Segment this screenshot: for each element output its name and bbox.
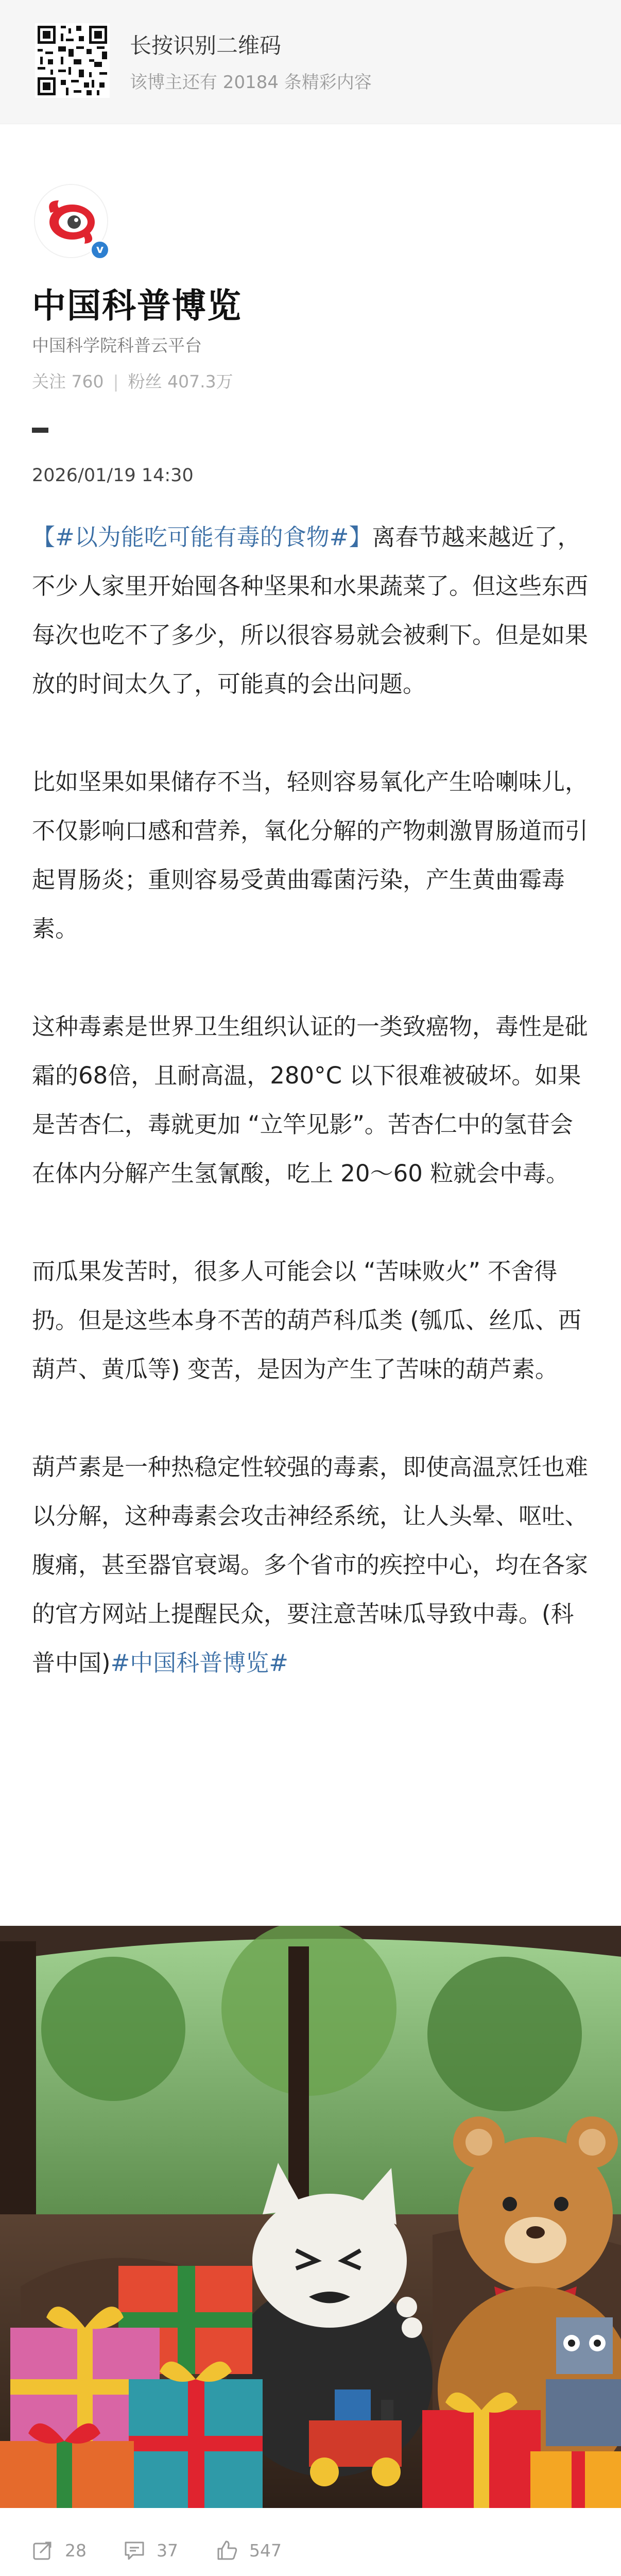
post-image[interactable] bbox=[0, 1926, 621, 2508]
post-text: 葫芦素是一种热稳定性较强的毒素，即使高温烹饪也难以分解，这种毒素会攻击神经系统，让人头晕、呕吐、腹痛，甚至器官衰竭。多个省市的疾控中心，均在各家的官方网站上提醒民众，要注意苦味瓜导致中毒。(科普中国) bbox=[32, 1453, 589, 1676]
avatar[interactable] bbox=[34, 184, 111, 261]
post-paragraph bbox=[32, 1443, 589, 1687]
repost-count: 28 bbox=[65, 2540, 87, 2561]
divider-dash bbox=[32, 428, 48, 433]
post-paragraph: 比如坚果如果储存不当，轻则容易氧化产生哈喇味儿，不仅影响口感和营养，氧化分解的产物刺激胃肠道而引起胃肠炎；重则容易受黄曲霉菌污染，产生黄曲霉毒素。 bbox=[32, 768, 589, 942]
profile-description: 中国科学院科普云平台 bbox=[32, 335, 202, 355]
profile-name[interactable]: 中国科普博览 bbox=[32, 286, 242, 326]
hashtag-text[interactable]: #以为能吃可能有毒的食物# bbox=[55, 523, 349, 551]
like-button[interactable] bbox=[216, 2539, 282, 2562]
like-icon bbox=[216, 2539, 238, 2561]
repost-button[interactable] bbox=[32, 2539, 87, 2562]
comment-button[interactable] bbox=[124, 2539, 178, 2562]
header-title: 长按识别二维码 bbox=[130, 33, 282, 58]
post-text: 离春节越来越近了，不少人家里开始囤各种坚果和水果蔬菜了。但这些东西每次也吃不了多少，所以很容易就会被剩下。但是如果放的时间太久了，可能真的会出问题。 bbox=[32, 523, 589, 698]
verified-badge-icon: v bbox=[90, 240, 110, 260]
comment-icon bbox=[124, 2539, 145, 2561]
post-paragraph bbox=[32, 513, 589, 708]
qr-header bbox=[0, 0, 621, 124]
followers-count[interactable]: 粉丝 407.3万 bbox=[128, 371, 233, 392]
following-count[interactable]: 关注 760 bbox=[32, 371, 104, 392]
qr-code[interactable] bbox=[35, 23, 110, 98]
post-paragraph: 而瓜果发苦时，很多人可能会以 “苦味败火” 不舍得扔。但是这些本身不苦的葫芦科瓜类 (瓠瓜、丝瓜、西葫芦、黄瓜等) 变苦，是因为产生了苦味的葫芦素。 bbox=[32, 1258, 581, 1383]
header-subtitle: 该博主还有 20184 条精彩内容 bbox=[130, 72, 372, 93]
comment-count: 37 bbox=[157, 2540, 178, 2561]
hashtag-link[interactable]: 【#以为能吃可能有毒的食物#】 bbox=[32, 523, 372, 551]
profile-stats bbox=[32, 368, 233, 393]
post-body bbox=[32, 513, 589, 1687]
repost-icon bbox=[32, 2539, 54, 2561]
like-count: 547 bbox=[249, 2540, 282, 2561]
post-date: 2026/01/19 14:30 bbox=[32, 465, 194, 486]
stats-divider: | bbox=[113, 371, 119, 392]
action-bar bbox=[0, 2508, 621, 2576]
hashtag-link[interactable]: #中国科普博览# bbox=[110, 1649, 288, 1676]
post-paragraph: 这种毒素是世界卫生组织认证的一类致癌物，毒性是砒霜的68倍，且耐高温，280°C 以下很难被破坏。如果是苦杏仁，毒就更加 “立竿见影”。苦杏仁中的氢苷会在体内分解产生氢氰酸，吃上 20～60 粒就会中毒。 bbox=[32, 1013, 589, 1187]
